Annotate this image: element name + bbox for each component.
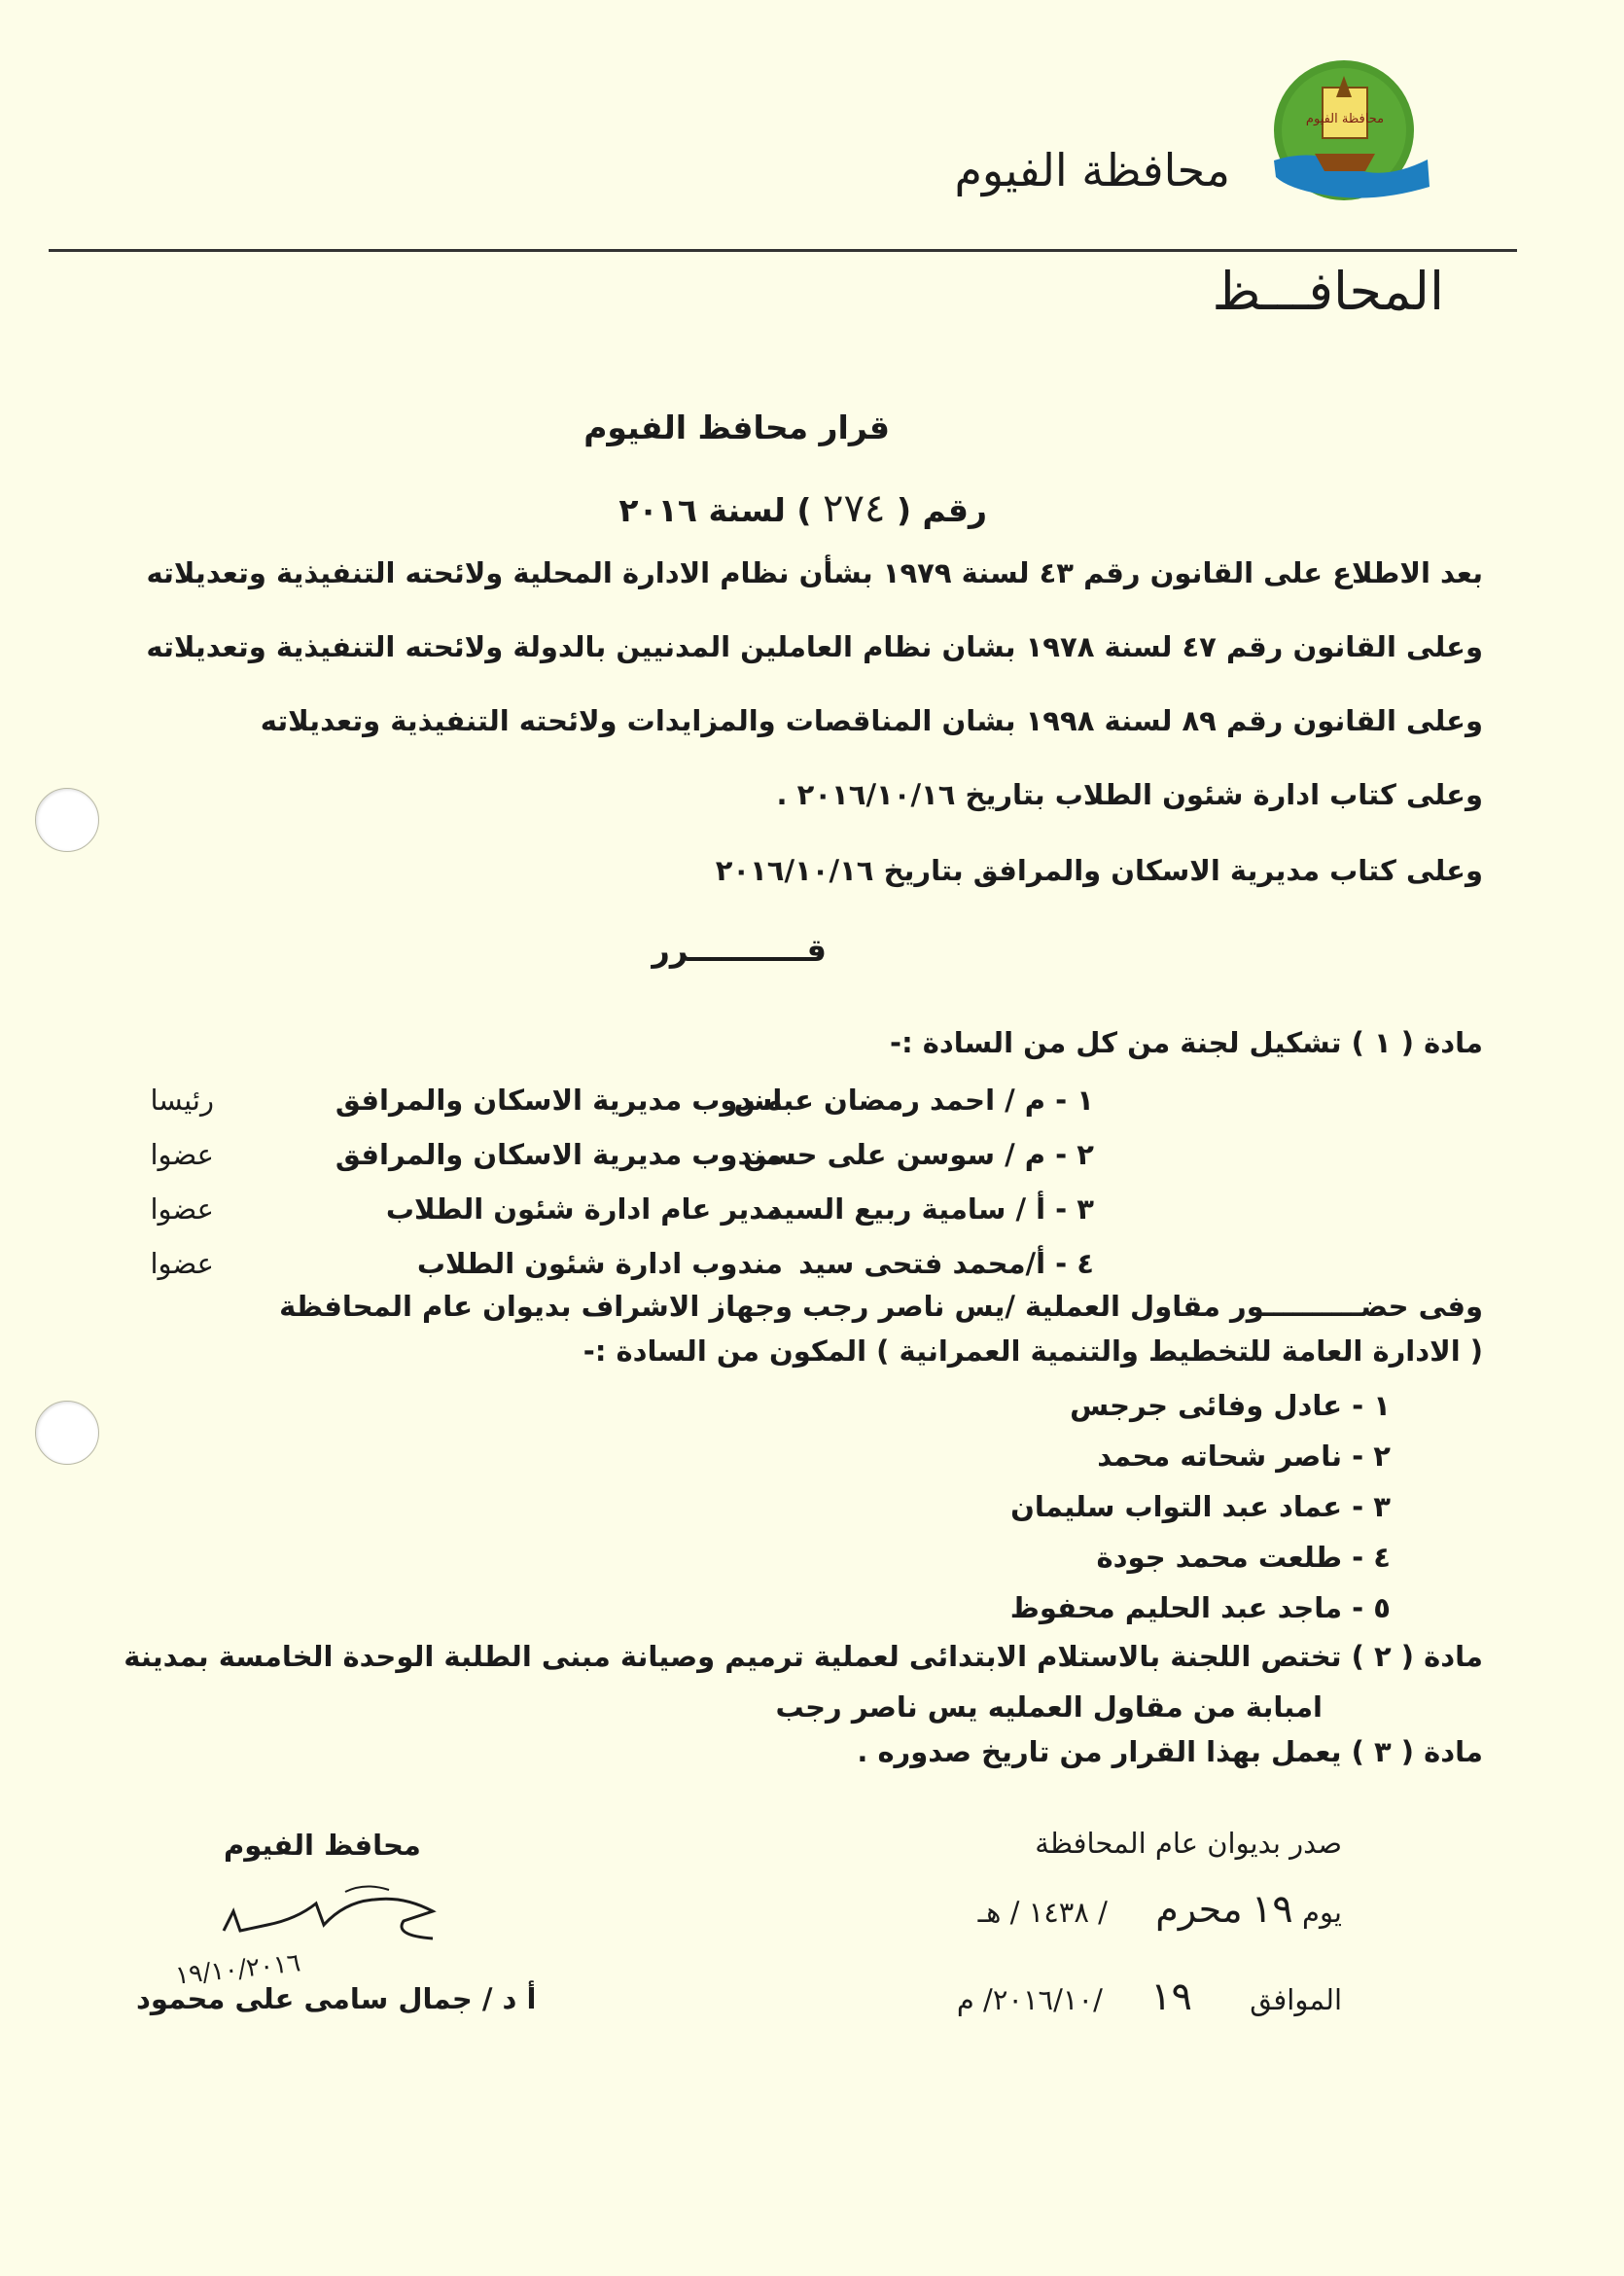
committee-member: ٥ - ماجد عبد الحليم محفوظ [1009,1591,1391,1624]
article-2-line: امبابة من مقاول العمليه يس ناصر رجب [775,1690,1323,1724]
member-role: مندوب مديرية الاسكان والمرافق [335,1084,783,1117]
member-name: ٤ - أ/محمد فتحى سيد [798,1247,1094,1280]
gregorian-date [957,1974,1342,2019]
member-status: عضوا [150,1192,214,1226]
gregorian-day: ١٩ [1150,1974,1193,2019]
signatory-name: أ د / جمال سامى على محمود [136,1982,537,2015]
punch-hole [35,1401,99,1465]
punch-hole [35,788,99,852]
member-status: عضوا [150,1138,214,1171]
gregorian-label: الموافق [1250,1983,1342,2016]
hijri-label: يوم [1301,1896,1342,1929]
article-2-line: مادة ( ٢ ) تختص اللجنة بالاستلام الابتدائى لعملية ترميم وصيانة مبنى الطلبة الوحدة الخامسة بمدينة [124,1640,1483,1673]
preamble-line: بعد الاطلاع على القانون رقم ٤٣ لسنة ١٩٧٩ بشأن نظام الادارة المحلية ولائحته التنفيذية وتعديلاته [146,556,1483,589]
member-role: مندوب ادارة شئون الطلاب [416,1247,783,1280]
issued-at: صدر بديوان عام المحافظة [1035,1827,1342,1860]
governorate-emblem [1254,58,1449,204]
decision-heading: قـــــــــــرر [652,932,827,969]
committee-member: ٢ - ناصر شحاته محمد [1097,1440,1391,1473]
hijri-month: محرم [1155,1888,1243,1931]
hijri-day: ١٩ [1251,1887,1293,1932]
office-title: المحافـــظ [1212,261,1444,322]
svg-text:محافظة الفيوم: محافظة الفيوم [1305,112,1385,126]
gregorian-rest: /٢٠١٦/١٠/ م [956,1983,1103,2016]
preamble-line: وعلى كتاب ادارة شئون الطلاب بتاريخ ٢٠١٦/١٠/١٦ . [776,778,1483,811]
hijri-date [978,1887,1342,1932]
handwritten-signature [209,1882,462,1960]
presence-line: ( الادارة العامة للتخطيط والتنمية العمرانية ) المكون من السادة :- [583,1334,1483,1368]
member-name: ٣ - أ / سامية ربيع السيد [767,1192,1094,1226]
article-1-intro: مادة ( ١ ) تشكيل لجنة من كل من السادة :- [890,1026,1483,1059]
member-name: ١ - م / احمد رمضان عباس [733,1084,1094,1117]
member-status: رئيسا [150,1084,214,1117]
member-role: مندوب مديرية الاسكان والمرافق [335,1138,783,1171]
signature-date: ١٩/١٠/٢٠١٦ [173,1948,302,1991]
member-name: ٢ - م / سوسن على حسن [743,1138,1094,1171]
decree-number-value: ٢٧٤ [822,486,886,531]
decree-title: قرار محافظ الفيوم [583,409,890,446]
header-divider [49,249,1517,252]
decree-number-label: رقم ( [896,491,987,529]
presence-line: وفى حضــــــــــور مقاول العملية /يس ناصر رجب وجهاز الاشراف بديوان عام المحافظة [279,1290,1483,1323]
committee-member: ٤ - طلعت محمد جودة [1096,1541,1391,1574]
governorate-name: محافظة الفيوم [954,144,1230,196]
committee-member: ١ - عادل وفائى جرجس [1070,1389,1391,1422]
member-status: عضوا [150,1247,214,1280]
article-3: مادة ( ٣ ) يعمل بهذا القرار من تاريخ صدوره . [857,1735,1483,1768]
preamble-line: وعلى كتاب مديرية الاسكان والمرافق بتاريخ ٢٠١٦/١٠/١٦ [715,854,1483,887]
signatory-title: محافظ الفيوم [224,1829,421,1862]
member-role: مدير عام ادارة شئون الطلاب [385,1192,783,1226]
committee-member: ٣ - عماد عبد التواب سليمان [1010,1490,1391,1523]
decree-number-suffix: ) لسنة ٢٠١٦ [618,491,812,529]
hijri-year: / ١٤٣٨ / هـ [977,1896,1108,1929]
decree-number [618,486,987,531]
preamble-line: وعلى القانون رقم ٨٩ لسنة ١٩٩٨ بشان المناقصات والمزايدات ولائحته التنفيذية وتعديلاته [260,704,1483,737]
preamble-line: وعلى القانون رقم ٤٧ لسنة ١٩٧٨ بشان نظام العاملين المدنيين بالدولة ولائحته التنفيذية وتعديلاته [146,630,1483,663]
